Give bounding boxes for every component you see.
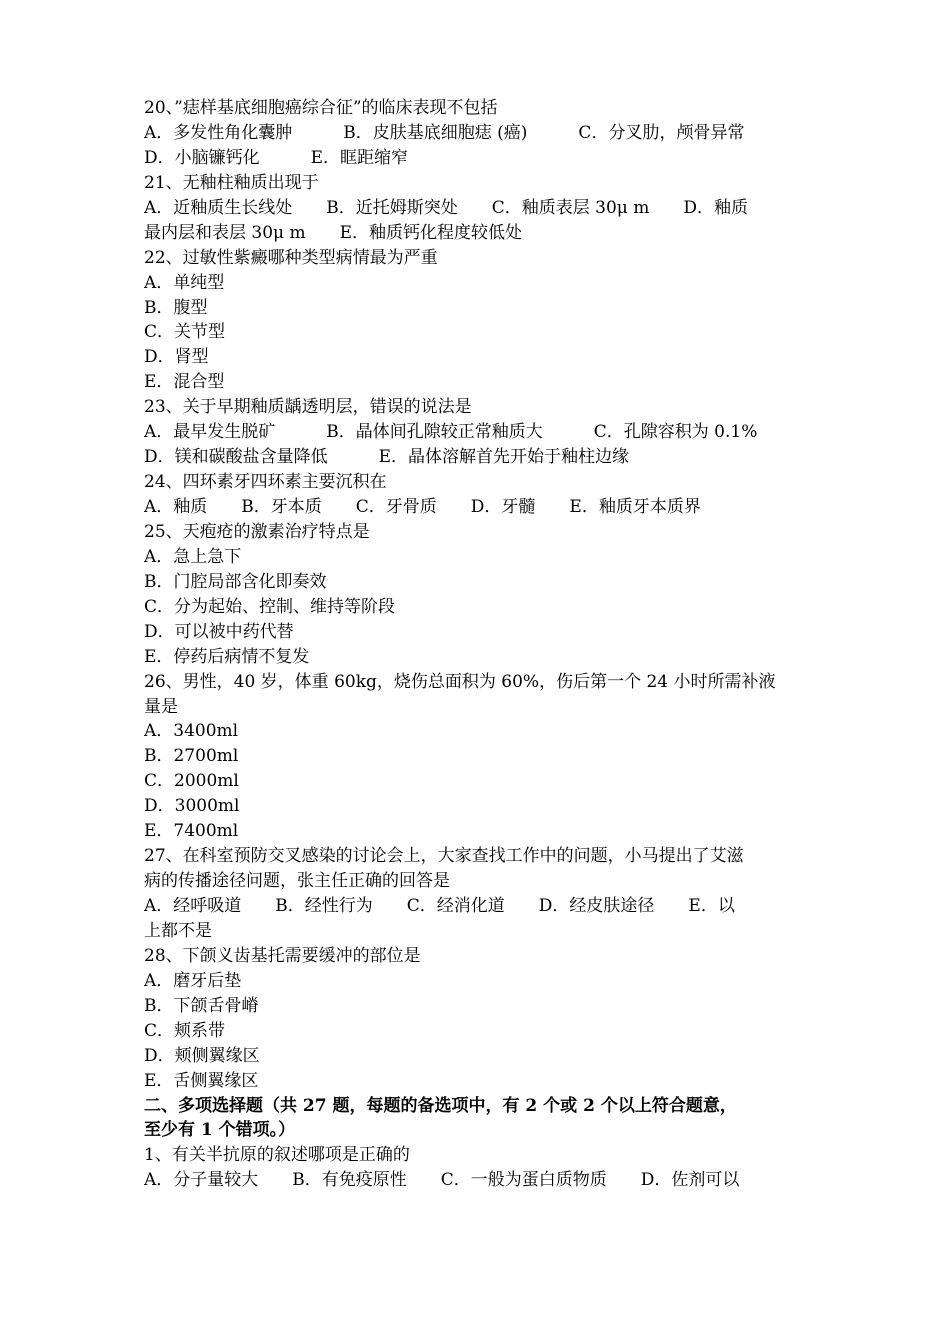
text-line: 病的传播途径问题，张主任正确的回答是 (144, 871, 450, 892)
text-line: A．磨牙后垫 (144, 970, 242, 991)
text-line: 23、关于早期釉质龋透明层，错误的说法是 (144, 397, 472, 418)
text-line: E．混合型 (144, 372, 225, 393)
text-line: D．小脑镰钙化 E．眶距缩窄 (144, 147, 409, 168)
text-line: A．釉质 B．牙本质 C．牙骨质 D．牙髓 E．釉质牙本质界 (144, 497, 701, 517)
text-line: 上都不是 (144, 920, 212, 941)
text-line: A．急上急下 (144, 546, 242, 567)
text-line: C．2000ml (144, 771, 239, 792)
text-line: C．颊系带 (144, 1020, 226, 1041)
text-line: C．关节型 (144, 322, 226, 343)
document-page (144, 96, 808, 1193)
text-line: A．单纯型 (144, 272, 225, 293)
text-line: D．颊侧翼缘区 (144, 1045, 260, 1066)
text-line: 25、天疱疮的激素治疗特点是 (144, 521, 370, 542)
text-line: C．分为起始、控制、维持等阶段 (144, 596, 396, 617)
text-line: A．经呼吸道 B．经性行为 C．经消化道 D．经皮肤途径 E．以 (144, 896, 735, 916)
text-line: A．分子量较大 B．有免疫原性 C．一般为蛋白质物质 D．佐剂可以 (144, 1170, 740, 1191)
text-line: D．肾型 (144, 347, 209, 368)
text-line: B．下颌舌骨嵴 (144, 995, 259, 1016)
text-line: 1、有关半抗原的叙述哪项是正确的 (144, 1145, 410, 1166)
text-line: A．最早发生脱矿 B．晶体间孔隙较正常釉质大 C．孔隙容积为 0.1% (144, 422, 758, 443)
section-heading-line: 二、多项选择题（共 27 题，每题的备选项中，有 2 个或 2 个以上符合题意， (144, 1095, 737, 1116)
text-line: A．3400ml (144, 721, 239, 742)
section-heading-line: 至少有 1 个错项。） (144, 1120, 296, 1141)
text-line: 最内层和表层 30μ m E．釉质钙化程度较低处 (144, 222, 523, 243)
text-line: E．7400ml (144, 821, 239, 842)
text-line: A．近釉质生长线处 B．近托姆斯突处 C．釉质表层 30μ m D．釉质 (144, 197, 749, 218)
text-line: E．舌侧翼缘区 (144, 1070, 259, 1091)
text-line: B．门腔局部含化即奏效 (144, 571, 327, 592)
text-line: 27、在科室预防交叉感染的讨论会上，大家查找工作中的问题，小马提出了艾滋 (144, 846, 744, 867)
text-line: 22、过敏性紫癜哪种类型病情最为严重 (144, 247, 438, 268)
text-line: D．可以被中药代替 (144, 621, 294, 642)
text-line: B．2700ml (144, 746, 239, 767)
text-line: 26、男性，40 岁，体重 60kg，烧伤总面积为 60%，伤后第一个 24 小时所需补液 (144, 671, 776, 692)
text-line: D．镁和碳酸盐含量降低 E．晶体溶解首先开始于釉柱边缘 (144, 447, 630, 468)
text-line: 21、无釉柱釉质出现于 (144, 172, 319, 193)
text-line: 20、”痣样基底细胞癌综合征”的临床表现不包括 (144, 98, 498, 118)
text-line: A．多发性角化囊肿 B．皮肤基底细胞痣 (癌) C．分叉肋，颅骨异常 (144, 122, 745, 143)
text-line: 24、四环素牙四环素主要沉积在 (144, 472, 387, 493)
text-line: 28、下颌义齿基托需要缓冲的部位是 (144, 945, 421, 966)
text-line: 量是 (144, 696, 178, 717)
text-line: E．停药后病情不复发 (144, 646, 310, 667)
text-line: B．腹型 (144, 297, 208, 318)
text-line: D．3000ml (144, 796, 240, 817)
